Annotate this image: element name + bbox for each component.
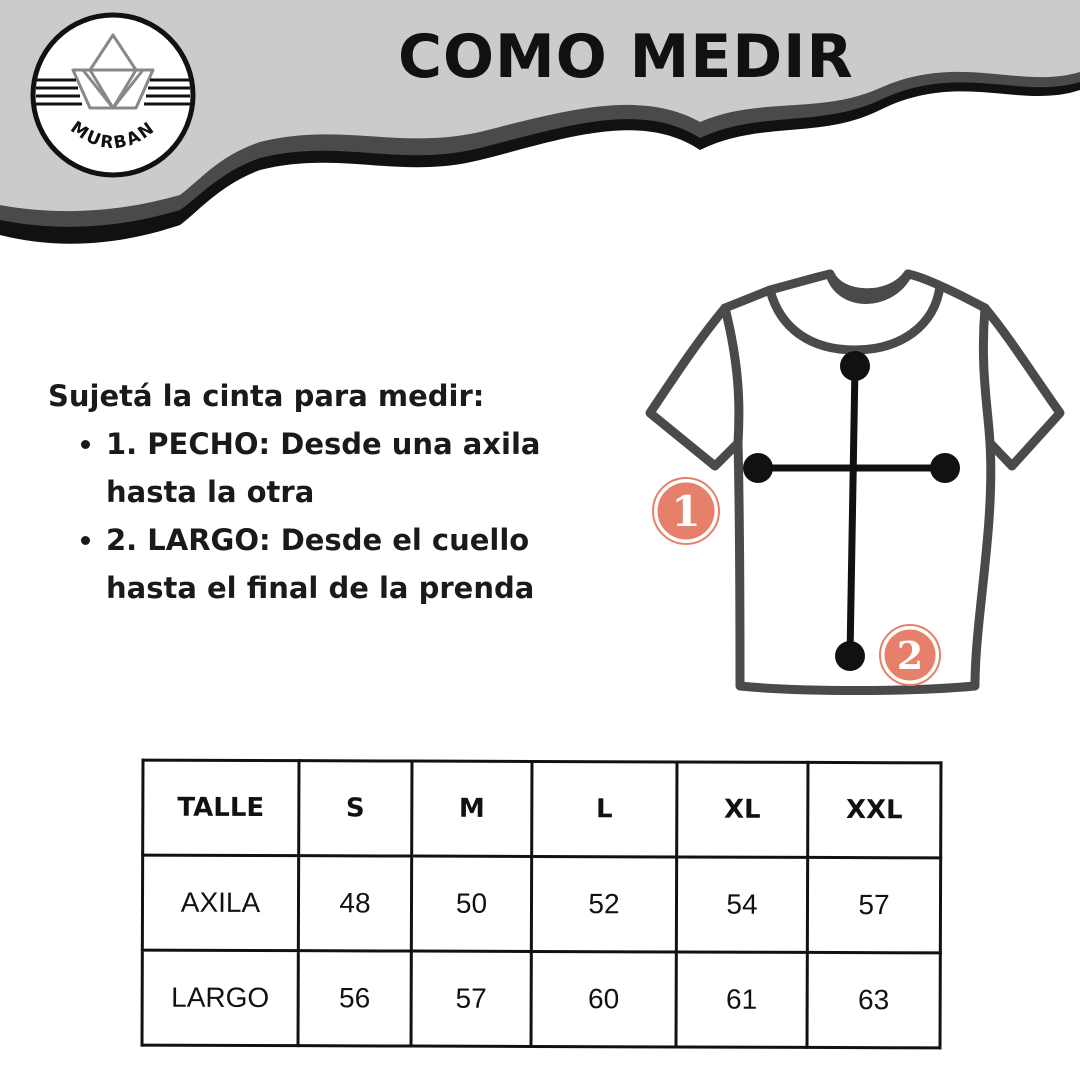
size-table: [140, 759, 942, 1050]
header-cell-l: L: [532, 761, 677, 857]
marker-1-label: 1: [671, 487, 701, 536]
table-cell: 60: [531, 951, 676, 1047]
logo-text: MURBAN: [66, 117, 160, 154]
table-cell: 56: [298, 951, 411, 1046]
row-label-largo: LARGO: [142, 950, 298, 1046]
marker-2: [880, 625, 940, 685]
table-cell: 54: [676, 857, 807, 952]
row-label-axila: AXILA: [142, 855, 298, 951]
tshirt-diagram: [640, 268, 1070, 698]
step-chest: • 1. PECHO: Desde una axila hasta la otra: [106, 420, 608, 516]
chest-start-point: [743, 453, 773, 483]
header-cell-xl: XL: [677, 762, 808, 857]
measure-lines: [758, 366, 945, 656]
header-cell-s: S: [299, 761, 412, 856]
length-end-point: [835, 641, 865, 671]
table-row-axila: [142, 855, 940, 953]
table-cell: 57: [807, 857, 940, 952]
table-cell: 61: [676, 952, 807, 1047]
chest-end-point: [930, 453, 960, 483]
table-cell: 57: [411, 951, 531, 1046]
step-length: • 2. LARGO: Desde el cuello hasta el final de la prenda: [106, 516, 608, 612]
steps-list: [48, 420, 608, 612]
table-cell: 48: [298, 856, 411, 951]
brand-logo: [28, 10, 198, 180]
table-row-largo: [142, 950, 940, 1048]
table-header-row: [143, 760, 941, 858]
instructions-title: Sujetá la cinta para medir:: [48, 379, 485, 413]
table-cell: 50: [411, 856, 531, 951]
table-cell: 63: [807, 952, 940, 1047]
instructions-block: [48, 372, 608, 612]
header-cell-xxl: XXL: [808, 762, 941, 857]
length-start-point: [840, 351, 870, 381]
marker-2-label: 2: [896, 633, 924, 678]
header-cell-size: TALLE: [143, 760, 299, 856]
table-cell: 52: [531, 856, 676, 952]
header-cell-m: M: [412, 761, 532, 856]
page-title: COMO MEDIR: [398, 22, 854, 92]
marker-1: [653, 478, 719, 544]
